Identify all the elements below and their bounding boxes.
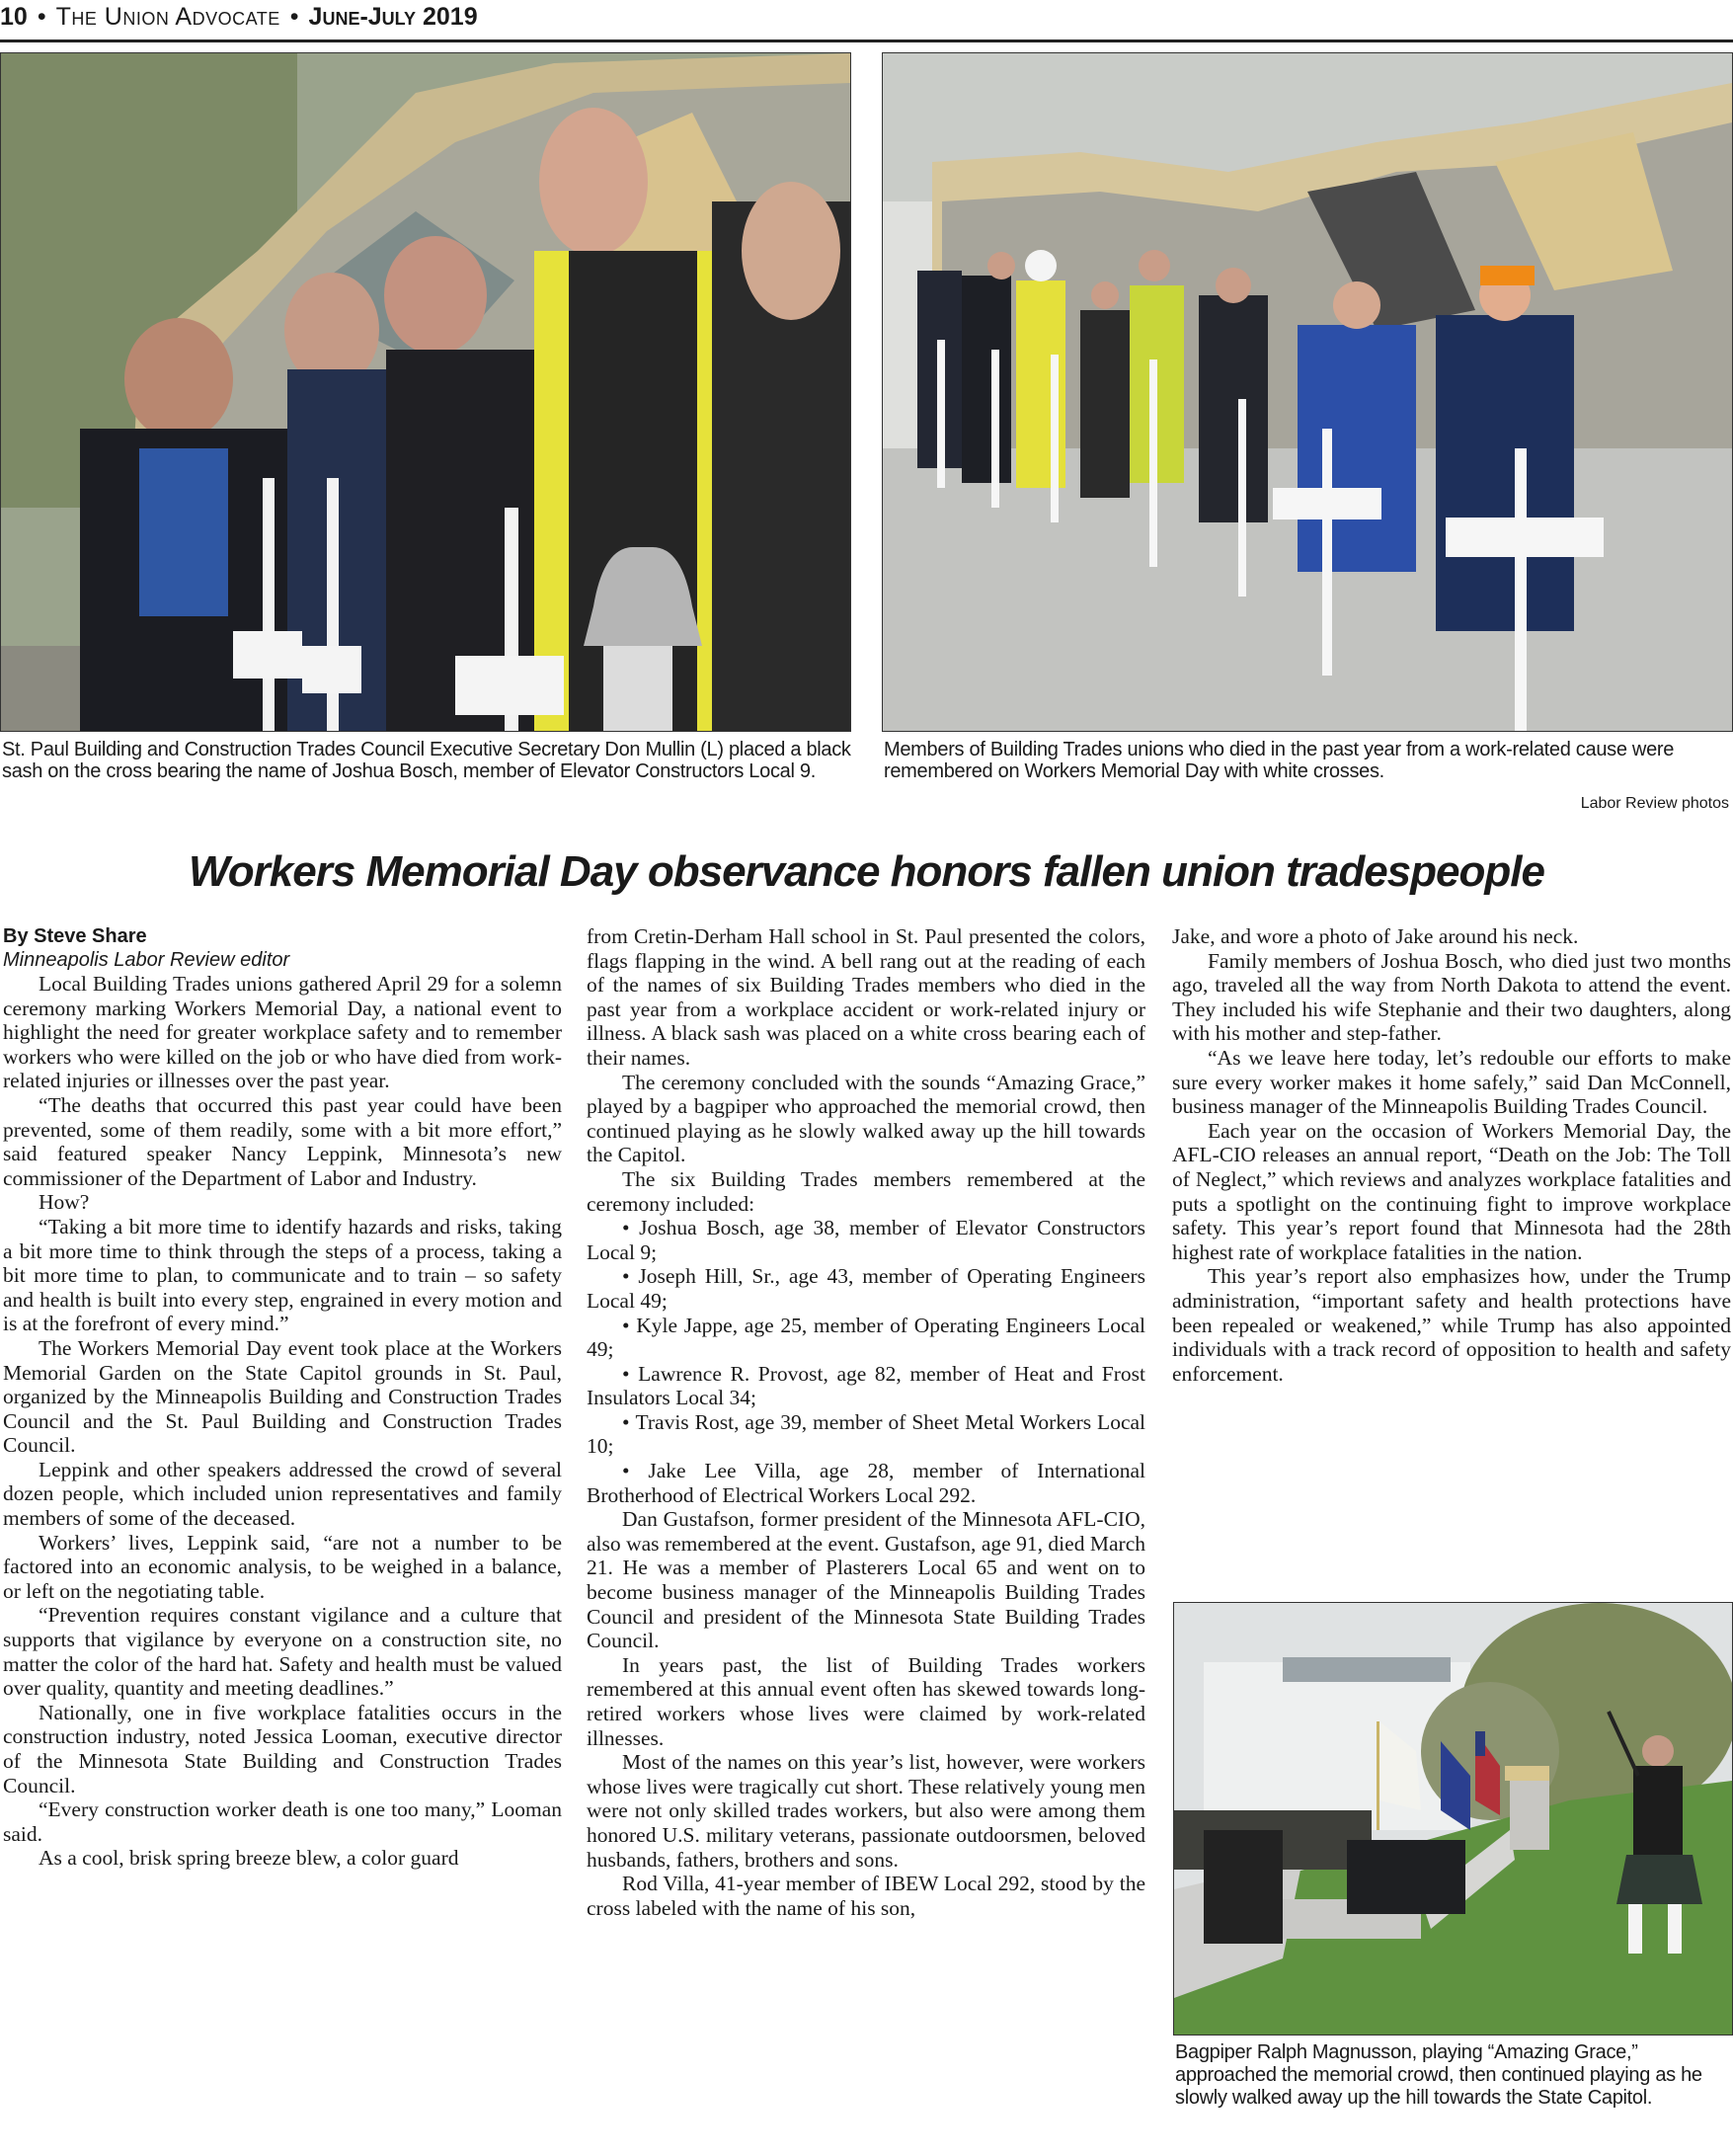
paragraph: Each year on the occasion of Workers Memorial Day, the AFL-CIO releases an annual report, “Death on the Job: The Toll of Neglect,” which reviews and analyzes workplace fatalities and puts a spotlight on the continuing fight to improve workplace safety. This year’s report found that Minnesota had the 28th highest rate of workplace fatalities in the nation. — [1172, 1118, 1731, 1264]
photo-caption-crosses: Members of Building Trades unions who died in the past year from a work-related cause were remembered on Workers Memorial Day with white crosses. — [884, 739, 1675, 782]
paragraph: The ceremony concluded with the sounds “Amazing Grace,” played by a bagpiper who approached the memorial crowd, then continued playing as he slowly walked away up the hill towards the Capitol. — [587, 1070, 1145, 1167]
paragraph: How? — [39, 1190, 90, 1215]
paragraph: Workers’ lives, Leppink said, “are not a number to be factored into an economic analysis, to be weighed in a balance, or left on the negotiating table. — [3, 1530, 562, 1603]
paragraph: “The deaths that occurred this past year could have been prevented, some of them readily, some with a bit more effort,” said featured speaker Nancy Leppink, Minnesota’s new commissioner of the Department of Labor and Industry. — [3, 1092, 562, 1190]
page-number: 10 — [0, 3, 28, 31]
paragraph: Most of the names on this year’s list, however, were workers whose lives were tragically cut short. These relatively young men were not only skilled trades workers, but also were among them honored U.S. military veterans, passionate outdoorsmen, beloved husbands, fathers, brothers and sons. — [587, 1750, 1145, 1872]
photo-sash-ceremony — [0, 52, 851, 732]
separator-dot: • — [289, 3, 299, 31]
paragraph: Local Building Trades unions gathered April 29 for a solemn ceremony marking Workers Memorial Day, a national event to highlight the need for greater workplace safety and to remember workers who were killed on the job or who have died from work-related injuries or illnesses over the past year. — [3, 972, 562, 1093]
paragraph: This year’s report also emphasizes how, under the Trump administration, “important safety and health protections have been repealed or weakened,” while Trump has also appointed individuals with a track record of opposition to health and safety enforcement. — [1172, 1264, 1731, 1386]
paragraph: “Taking a bit more time to identify hazards and risks, taking a bit more time to think through the steps of a process, taking a bit more time to plan, to communicate and to train – so safety and health is built into every step, engrained in every motion and is at the forefront of every mind.” — [3, 1214, 562, 1336]
photo-bagpiper-image — [1174, 1603, 1732, 2035]
remembered-member-item: • Kyle Jappe, age 25, member of Operating Engineers Local 49; — [587, 1314, 1145, 1362]
byline-title: Minneapolis Labor Review editor — [3, 949, 290, 971]
remembered-member-item: • Joshua Bosch, age 38, member of Elevator Constructors Local 9; — [587, 1216, 1145, 1264]
paragraph: The six Building Trades members remembered at the ceremony included: — [587, 1166, 1145, 1216]
article-column-1 — [3, 924, 562, 1871]
photo-white-crosses-image — [883, 53, 1732, 731]
remembered-member-item: • Travis Rost, age 39, member of Sheet Metal Workers Local 10; — [587, 1410, 1145, 1459]
page-header — [0, 0, 1733, 36]
paragraph: Nationally, one in five workplace fatalities occurs in the construction industry, noted Jessica Looman, executive director of the Minnesota State Building and Construction Trades Council. — [3, 1700, 562, 1797]
issue-date: June-July 2019 — [308, 3, 478, 31]
paragraph: Dan Gustafson, former president of the Minnesota AFL-CIO, also was remembered at the event. Gustafson, age 91, died March 21. He was a member of Plasterers Local 65 and went on to become business manager of the Minneapolis Building Trades Council and president of the Minnesota State Building Trades Council. — [587, 1507, 1145, 1653]
paragraph: “Prevention requires constant vigilance and a culture that supports that vigilance by everyone on a construction site, no matter the color of the hard hat. Safety and health must be valued over quality, quantity and meeting deadlines.” — [3, 1603, 562, 1701]
remembered-member-item: • Joseph Hill, Sr., age 43, member of Operating Engineers Local 49; — [587, 1264, 1145, 1313]
header-rule — [0, 40, 1733, 42]
article-column-2 — [587, 924, 1145, 1920]
article-headline: Workers Memorial Day observance honors fallen union tradespeople — [189, 847, 1544, 896]
paragraph: Leppink and other speakers addressed the crowd of several dozen people, which included union representatives and family members of some of the deceased. — [3, 1457, 562, 1531]
paragraph: “Every construction worker death is one too many,” Looman said. — [3, 1797, 562, 1846]
publication-name: The Union Advocate — [55, 3, 280, 31]
remembered-member-item: • Jake Lee Villa, age 28, member of International Brotherhood of Electrical Workers Local 292. — [587, 1459, 1145, 1507]
separator-dot: • — [37, 3, 46, 31]
paragraph: from Cretin-Derham Hall school in St. Paul presented the colors, flags flapping in the wind. A bell rang out at the reading of each of the names of six Building Trades members who died in the past year from a workplace accident or work-related injury or illness. A black sash was placed on a white cross bearing each of their names. — [587, 924, 1145, 1070]
photo-caption-bagpiper: Bagpiper Ralph Magnusson, playing “Amazing Grace,” approached the memorial crowd, then continued playing as he slowly walked away up the hill towards the State Capitol. — [1175, 2041, 1702, 2109]
photo-white-crosses — [882, 52, 1733, 732]
paragraph: Jake, and wore a photo of Jake around his neck. — [1172, 924, 1579, 948]
paragraph: Family members of Joshua Bosch, who died just two months ago, traveled all the way from North Dakota to attend the event. They included his wife Stephanie and their two daughters, along with his mother and step-father. — [1172, 948, 1731, 1046]
photo-bagpiper — [1173, 1602, 1733, 2036]
photo-credit: Labor Review photos — [1580, 795, 1729, 812]
photo-caption-sash: St. Paul Building and Construction Trades Council Executive Secretary Don Mullin (L) placed a black sash on the cross bearing the name of Joshua Bosch, member of Elevator Constructors Local 9. — [2, 739, 851, 782]
byline-author: By Steve Share — [3, 925, 147, 947]
photo-sash-ceremony-image — [1, 53, 850, 731]
paragraph: In years past, the list of Building Trades workers remembered at this annual event often has skewed towards long-retired workers whose lives were claimed by work-related illnesses. — [587, 1652, 1145, 1750]
paragraph: “As we leave here today, let’s redouble our efforts to make sure every worker makes it home safely,” said Dan McConnell, business manager of the Minneapolis Building Trades Council. — [1172, 1045, 1731, 1119]
paragraph: As a cool, brisk spring breeze blew, a color guard — [39, 1846, 459, 1871]
article-column-3 — [1172, 924, 1731, 1386]
paragraph: The Workers Memorial Day event took place at the Workers Memorial Garden on the State Capitol grounds in St. Paul, organized by the Minneapolis Building and Construction Trades Council and the St. Paul Building and Construction Trades Council. — [3, 1335, 562, 1458]
remembered-member-item: • Lawrence R. Provost, age 82, member of Heat and Frost Insulators Local 34; — [587, 1362, 1145, 1410]
paragraph: Rod Villa, 41-year member of IBEW Local 292, stood by the cross labeled with the name of his son, — [587, 1872, 1145, 1920]
